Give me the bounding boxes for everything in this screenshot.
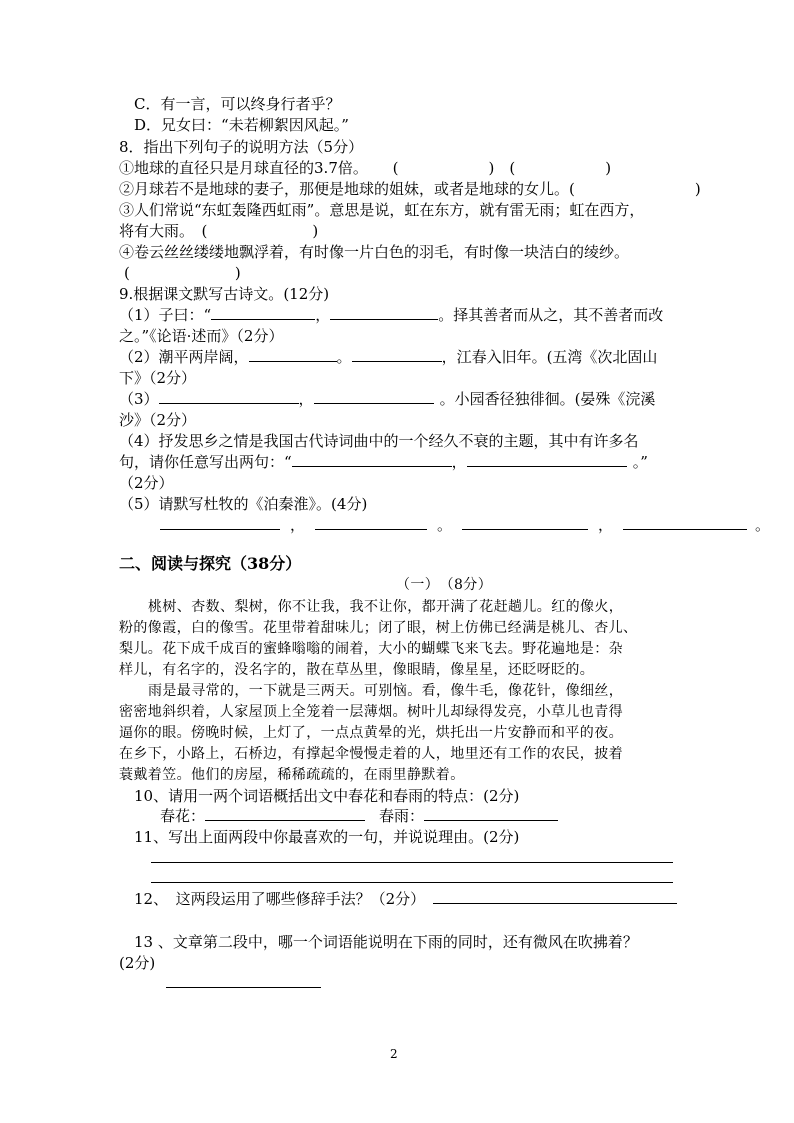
q9-p4-prefix: 句，请你任意写出两句：“ xyxy=(119,453,292,471)
q8-sentence-2: ②月球若不是地球的妻子，那便是地球的姐妹，或者是地球的女儿。( ) xyxy=(119,180,701,198)
q9-part2-line2: 下》（2分） xyxy=(119,369,197,387)
q9-p3-prefix: （3） xyxy=(119,390,159,408)
answer-blank[interactable] xyxy=(433,889,677,904)
answer-blank[interactable] xyxy=(424,806,558,821)
q10-title: 10、请用一两个词语概括出文中春花和春雨的特点：(2分) xyxy=(134,787,520,805)
passage-line: 梨儿。花下成千成百的蜜蜂嗡嗡的闹着，大小的蝴蝶飞来飞去。野花遍地是：杂 xyxy=(119,641,623,657)
q9-p4-suffix: 。” xyxy=(632,453,648,471)
answer-blank[interactable] xyxy=(352,347,442,362)
q9-p5-sep4: 。 xyxy=(755,516,771,534)
q9-part1-line1 xyxy=(119,305,663,325)
q12-row xyxy=(134,889,677,909)
answer-blank[interactable] xyxy=(249,347,337,362)
q9-p2-suffix: ，江春入旧年。(五湾《次北固山 xyxy=(441,348,658,366)
q8-sentence-3b: 将有大雨。 ( ) xyxy=(119,222,319,240)
passage-line: 雨是最寻常的，一下就是三两天。可别恼。看，像牛毛，像花针，像细丝， xyxy=(148,683,624,699)
q13-score: (2分) xyxy=(119,954,156,972)
q8-s1-answer-parens: ( ) ( ) xyxy=(392,159,612,177)
passage-line: 密密地斜织着，人家屋顶上全笼着一层薄烟。树叶儿却绿得发亮，小草儿也青得 xyxy=(119,704,623,720)
q12-title: 12、 这两段运用了哪些修辞手法？（2分） xyxy=(134,890,426,908)
q9-p5-sep2: 。 xyxy=(437,516,453,534)
q9-p3-sep: ， xyxy=(298,390,314,408)
q9-title: 9.根据课文默写古诗文。(12分) xyxy=(119,285,330,303)
q9-p1-sep: ， xyxy=(315,306,331,324)
q9-part3-line1 xyxy=(119,389,655,409)
passage-line: 粉的像霞，白的像雪。花里带着甜味儿；闭了眼，树上仿佛已经满是桃儿、杏儿、 xyxy=(119,620,638,636)
q13-title: 13 、文章第二段中，哪一个词语能说明在下雨的同时，还有微风在吹拂着？ xyxy=(134,933,638,951)
q8-sentence-1 xyxy=(119,158,611,178)
q9-part4-line1: （4）抒发思乡之情是我国古代诗词曲中的一个经久不衰的主题，其中有许多名 xyxy=(119,432,639,450)
q9-part1-line2: 之。”《论语·述而》（2分） xyxy=(119,327,284,345)
q9-p2-prefix: （2）潮平两岸阔， xyxy=(119,348,249,366)
answer-blank[interactable] xyxy=(314,389,434,404)
q9-part3-line2: 沙》（2分） xyxy=(119,411,197,429)
section-heading: 二、阅读与探究（38分） xyxy=(119,554,302,573)
q10-flower-label: 春花： xyxy=(160,807,206,825)
q9-part2-line1 xyxy=(119,347,657,367)
q8-title: 8．指出下列句子的说明方法（5分） xyxy=(119,138,364,156)
answer-blank[interactable] xyxy=(292,452,452,467)
q8-s1-text: ①地球的直径只是月球直径的3.7倍。 xyxy=(119,159,368,177)
q9-p2-sep: 。 xyxy=(336,348,352,366)
page-number: 2 xyxy=(390,1047,398,1061)
answer-line[interactable] xyxy=(151,862,673,863)
q9-p5-sep1: ， xyxy=(290,516,306,534)
q9-part5-blanks xyxy=(160,515,770,535)
answer-blank[interactable] xyxy=(467,452,627,467)
q9-part4-line2 xyxy=(119,452,648,472)
answer-blank[interactable] xyxy=(205,806,365,821)
passage-line: 样儿，有名字的，没名字的，散在草丛里，像眼睛，像星星，还眨呀眨的。 xyxy=(119,662,595,678)
q10-rain-label: 春雨： xyxy=(379,807,425,825)
q9-p1-suffix: 。择其善者而从之，其不善者而改 xyxy=(438,306,664,324)
answer-blank[interactable] xyxy=(211,305,315,320)
q9-p1-prefix: （1）子曰：“ xyxy=(119,306,212,324)
q8-sentence-4a: ④卷云丝丝缕缕地飘浮着，有时像一片白色的羽毛，有时像一块洁白的绫纱。 xyxy=(119,243,630,261)
q9-p4-sep: ， xyxy=(451,453,467,471)
answer-blank[interactable] xyxy=(159,389,299,404)
q9-part5-title: （5）请默写杜牧的《泊秦淮》。(4分) xyxy=(119,495,368,513)
q8-sentence-4b: ( ) xyxy=(124,264,241,282)
subsection-heading: （一） （8分） xyxy=(396,577,493,593)
answer-blank[interactable] xyxy=(623,515,747,530)
answer-blank[interactable] xyxy=(160,515,280,530)
answer-line[interactable] xyxy=(151,882,673,883)
answer-blank[interactable] xyxy=(462,515,588,530)
q8-sentence-3a: ③人们常说“东虹轰隆西虹雨”。意思是说，虹在东方，就有雷无雨；虹在西方， xyxy=(119,201,645,219)
q9-p3-suffix: 。小园香径独徘徊。(晏殊《浣溪 xyxy=(439,390,656,408)
passage-line: 蓑戴着笠。他们的房屋，稀稀疏疏的，在雨里静默着。 xyxy=(119,767,465,783)
q9-p5-sep3: ， xyxy=(598,516,614,534)
q7-option-d: D．兄女曰：“未若柳絮因风起。” xyxy=(134,116,349,134)
q9-part4-line3: （2分） xyxy=(119,474,174,492)
q11-title: 11、写出上面两段中你最喜欢的一句，并说说理由。(2分) xyxy=(134,828,520,846)
answer-blank[interactable] xyxy=(330,305,438,320)
passage-line: 在乡下，小路上，石桥边，有撑起伞慢慢走着的人，地里还有工作的农民，披着 xyxy=(119,746,623,762)
passage-line: 桃树、杏数、梨树，你不让我，我不让你，都开满了花赶趟儿。红的像火， xyxy=(148,599,624,615)
q10-answers xyxy=(160,806,558,826)
passage-line: 逼你的眼。傍晚时候，上灯了，一点点黄晕的光，烘托出一片安静而和平的夜。 xyxy=(119,725,623,741)
answer-blank[interactable] xyxy=(315,515,427,530)
answer-line[interactable] xyxy=(166,987,321,988)
q7-option-c: C．有一言，可以终身行者乎？ xyxy=(134,95,341,113)
